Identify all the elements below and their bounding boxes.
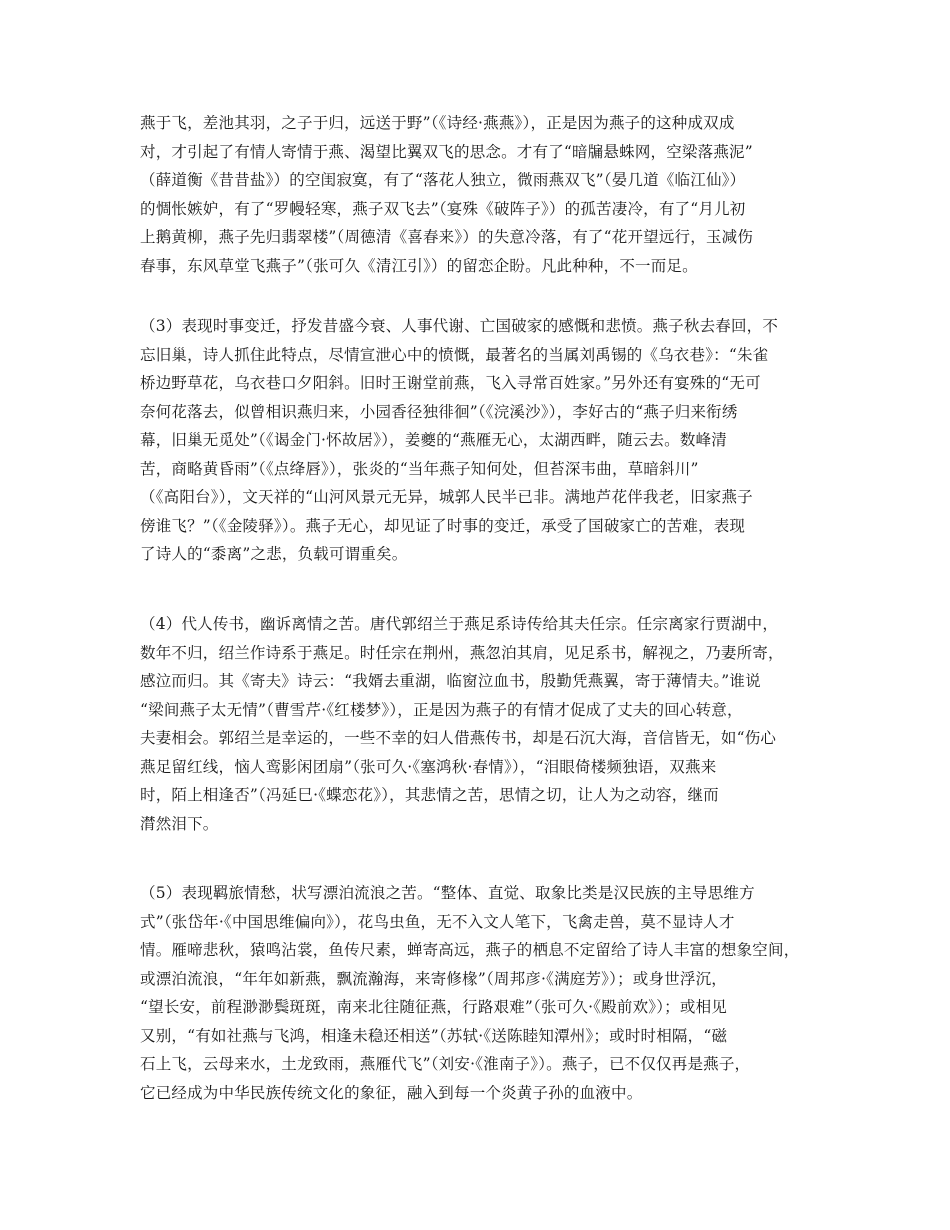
text-line: 忘旧巢，诗人抓住此特点，尽情宣泄心中的愤慨，最著名的当属刘禹锡的《乌衣巷》：“朱雀 <box>140 345 769 364</box>
text-line: （《高阳台》），文天祥的“山河风景元无异，城郭人民半已非。满地芦花伴我老，旧家燕子 <box>140 488 753 506</box>
text-line: 夫妻相会。郭绍兰是幸运的，一些不幸的妇人借燕传书，却是石沉大海，音信皆无，如“伤心 <box>140 729 777 747</box>
paragraph-4-letters-by-swallow <box>140 610 830 838</box>
text-line: 对，才引起了有情人寄情于燕、渴望比翼双飞的思念。才有了“暗牖悬蛛网，空梁落燕泥” <box>140 142 753 161</box>
text-line: 奈何花落去，似曾相识燕归来，小园香径独徘徊”（《浣溪沙》），李好古的“燕子归来衔绣 <box>140 402 738 421</box>
text-line: 傍谁飞？”（《金陵驿》）。燕子无心，却见证了时事的变迁，承受了国破家亡的苦难，表现 <box>140 516 746 535</box>
text-line: 式”（张岱年·《中国思维偏向》），花鸟虫鱼，无不入文人笔下，飞禽走兽，莫不显诗人才 <box>140 912 735 931</box>
text-line: （薛道衡《昔昔盐》）的空闺寂寞，有了“落花人独立，微雨燕双飞”（晏几道《临江仙》） <box>140 171 746 189</box>
text-line: 数年不归，绍兰作诗系于燕足。时任宗在荆州，燕忽泊其肩，见足系书，解视之，乃妻所寄， <box>140 643 784 662</box>
text-line: 又别，“有如社燕与飞鸿，相逢未稳还相送”（苏轼·《送陈睦知潭州》；或时时相隔，“磁 <box>140 1026 728 1045</box>
text-line: 了诗人的“黍离”之悲，负载可谓重矣。 <box>140 545 408 563</box>
paragraph-3-historical-changes <box>140 312 830 569</box>
text-line: “梁间燕子太无情”（曹雪芹·《红楼梦》），正是因为燕子的有情才促成了丈夫的回心转意， <box>140 700 743 719</box>
paragraph-5-wandering <box>140 879 830 1107</box>
text-line: （3）表现时事变迁，抒发昔盛今衰、人事代谢、亡国破家的感慨和悲愤。燕子秋去春回，不 <box>140 317 779 335</box>
text-line: 桥边野草花，乌衣巷口夕阳斜。旧时王谢堂前燕，飞入寻常百姓家。”另外还有宴殊的“无可 <box>140 374 761 392</box>
text-line: 或漂泊流浪，“年年如新燕，飘流瀚海，来寄修椽”（周邦彦·《满庭芳》）；或身世浮沉， <box>140 969 727 988</box>
paragraph-swallow-pairs <box>140 109 830 280</box>
text-line: 燕于飞，差池其羽，之子于归，远送于野”（《诗经·燕燕》），正是因为燕子的这种成双成 <box>140 114 735 132</box>
text-line: 它已经成为中华民族传统文化的象征，融入到每一个炎黄子孙的血液中。 <box>140 1083 643 1102</box>
text-line: “望长安，前程渺渺鬓斑斑，南来北往随征燕，行路艰难”（张可久·《殿前欢》）；或相见 <box>140 998 727 1016</box>
text-line: （4）代人传书，幽诉离情之苦。唐代郭绍兰于燕足系诗传给其夫任宗。任宗离家行贾湖中， <box>140 615 779 633</box>
text-line: 上鹅黄柳，燕子先归翡翠楼”（周德清《喜春来》）的失意冷落，有了“花开望远行，玉减伤 <box>140 228 754 246</box>
text-line: 感泣而归。其《寄夫》诗云：“我婿去重湖，临窗泣血书，殷勤凭燕翼，寄于薄情夫。”谁说 <box>140 672 761 690</box>
text-line: 时，陌上相逢否”（冯延巳·《蝶恋花》），其悲情之苦，思情之切，让人为之动容，继而 <box>140 786 719 804</box>
text-line: 苦，商略黄昏雨”（《点绛唇》），张炎的“当年燕子知何处，但苔深韦曲，草暗斜川” <box>140 459 699 478</box>
text-line: 潸然泪下。 <box>140 814 219 833</box>
text-line: 燕足留红线，恼人鸾影闲团扇”（张可久·《塞鸿秋·春情》），“泪眼倚楼频独语，双燕来 <box>140 757 717 776</box>
text-line: （5）表现羁旅情愁，状写漂泊流浪之苦。“整体、直觉、取象比类是汉民族的主导思维方 <box>140 884 755 902</box>
text-line: 幕，旧巢无觅处”（《谒金门·怀故居》），姜夔的“燕雁无心，太湖西畔，随云去。数峰清 <box>140 431 727 449</box>
text-line: 情。雁啼悲秋，猿鸣沾裳，鱼传尺素，蝉寄高远，燕子的栖息不定留给了诗人丰富的想象空间， <box>140 941 800 959</box>
text-line: 石上飞，云母来水，土龙致雨，燕雁代飞”（刘安·《淮南子》）。燕子，已不仅仅再是燕子， <box>140 1055 751 1073</box>
text-line: 的惆怅嫉妒，有了“罗幔轻寒，燕子双飞去”（宴殊《破阵子》）的孤苦凄冷，有了“月儿初 <box>140 199 746 218</box>
text-line: 春事，东风草堂飞燕子”（张可久《清江引》）的留恋企盼。凡此种种，不一而足。 <box>140 256 698 275</box>
